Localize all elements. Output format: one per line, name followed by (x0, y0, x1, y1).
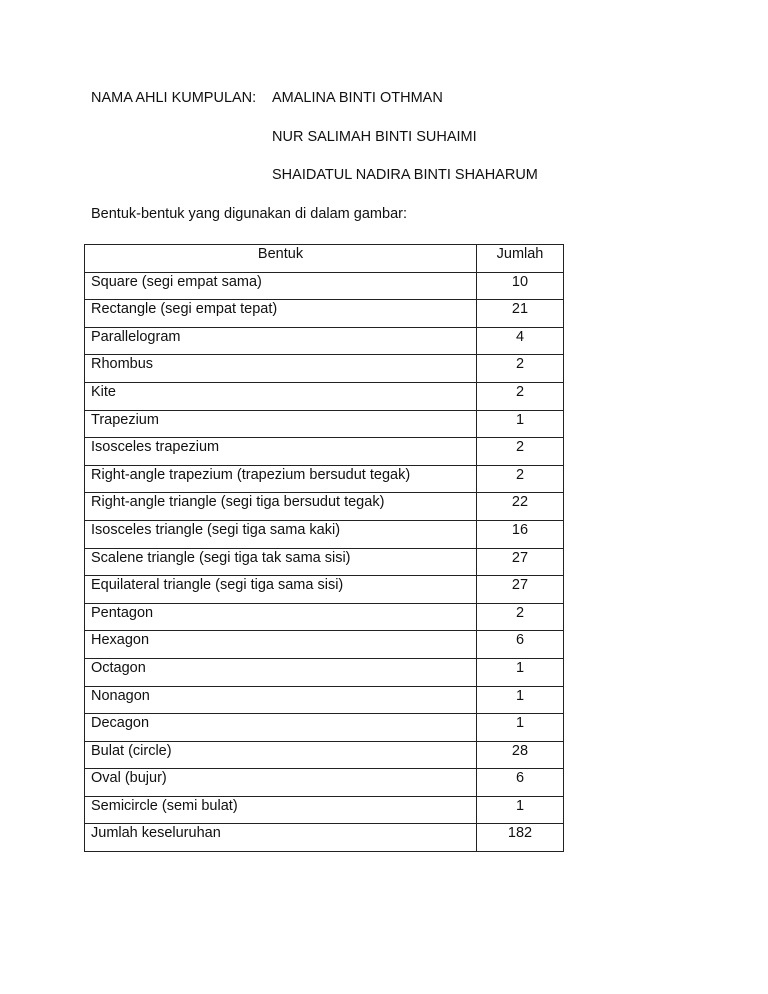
table-row (85, 686, 564, 714)
shape-count-cell: 2 (477, 355, 564, 383)
table-row (85, 576, 564, 604)
shape-name-cell: Isosceles triangle (segi tiga sama kaki) (85, 520, 477, 548)
shape-name-cell: Parallelogram (85, 327, 477, 355)
table-row (85, 520, 564, 548)
shape-count-cell: 28 (477, 741, 564, 769)
shape-name-cell: Isosceles trapezium (85, 438, 477, 466)
column-header-count: Jumlah (477, 245, 564, 273)
shape-name-cell: Nonagon (85, 686, 477, 714)
table-row (85, 272, 564, 300)
table-row (85, 382, 564, 410)
table-row (85, 548, 564, 576)
table-row (85, 714, 564, 742)
table-row (85, 796, 564, 824)
member-name: AMALINA BINTI OTHMAN (272, 90, 443, 106)
member-name: SHAIDATUL NADIRA BINTI SHAHARUM (272, 167, 538, 183)
table-total-row (85, 824, 564, 852)
shape-count-cell: 27 (477, 576, 564, 604)
shape-name-cell: Scalene triangle (segi tiga tak sama sisi) (85, 548, 477, 576)
shape-name-cell: Rhombus (85, 355, 477, 383)
total-label: Jumlah keseluruhan (85, 824, 477, 852)
table-row (85, 465, 564, 493)
shape-count-cell: 1 (477, 686, 564, 714)
shape-count-cell: 6 (477, 631, 564, 659)
shape-count-cell: 2 (477, 465, 564, 493)
shape-name-cell: Hexagon (85, 631, 477, 659)
shape-count-cell: 2 (477, 438, 564, 466)
shape-name-cell: Right-angle trapezium (trapezium bersudut tegak) (85, 465, 477, 493)
table-row (85, 769, 564, 797)
shape-count-cell: 2 (477, 603, 564, 631)
table-row (85, 438, 564, 466)
group-members-label: NAMA AHLI KUMPULAN: (91, 90, 257, 106)
shape-name-cell: Semicircle (semi bulat) (85, 796, 477, 824)
table-row (85, 493, 564, 521)
member-name: NUR SALIMAH BINTI SUHAIMI (272, 129, 477, 145)
shape-count-cell: 1 (477, 796, 564, 824)
table-row (85, 300, 564, 328)
shape-count-cell: 10 (477, 272, 564, 300)
shape-count-cell: 22 (477, 493, 564, 521)
shape-name-cell: Right-angle triangle (segi tiga bersudut tegak) (85, 493, 477, 521)
shapes-count-table (84, 244, 564, 852)
shape-name-cell: Equilateral triangle (segi tiga sama sisi) (85, 576, 477, 604)
shape-name-cell: Oval (bujur) (85, 769, 477, 797)
shape-name-cell: Trapezium (85, 410, 477, 438)
table-row (85, 631, 564, 659)
shape-name-cell: Pentagon (85, 603, 477, 631)
shape-name-cell: Kite (85, 382, 477, 410)
shape-count-cell: 4 (477, 327, 564, 355)
shape-name-cell: Octagon (85, 658, 477, 686)
table-row (85, 658, 564, 686)
shape-count-cell: 1 (477, 714, 564, 742)
shape-count-cell: 1 (477, 410, 564, 438)
shape-count-cell: 1 (477, 658, 564, 686)
shape-name-cell: Square (segi empat sama) (85, 272, 477, 300)
total-count: 182 (477, 824, 564, 852)
table-row (85, 410, 564, 438)
table-row (85, 741, 564, 769)
table-row (85, 327, 564, 355)
column-header-shape: Bentuk (85, 245, 477, 273)
shape-name-cell: Rectangle (segi empat tepat) (85, 300, 477, 328)
shape-count-cell: 16 (477, 520, 564, 548)
shape-name-cell: Decagon (85, 714, 477, 742)
table-row (85, 603, 564, 631)
table-body (85, 272, 564, 824)
table-row (85, 355, 564, 383)
table-header-row (85, 245, 564, 273)
shape-name-cell: Bulat (circle) (85, 741, 477, 769)
shape-count-cell: 21 (477, 300, 564, 328)
shape-count-cell: 27 (477, 548, 564, 576)
table-intro-text: Bentuk-bentuk yang digunakan di dalam gambar: (91, 206, 407, 222)
shape-count-cell: 2 (477, 382, 564, 410)
shape-count-cell: 6 (477, 769, 564, 797)
